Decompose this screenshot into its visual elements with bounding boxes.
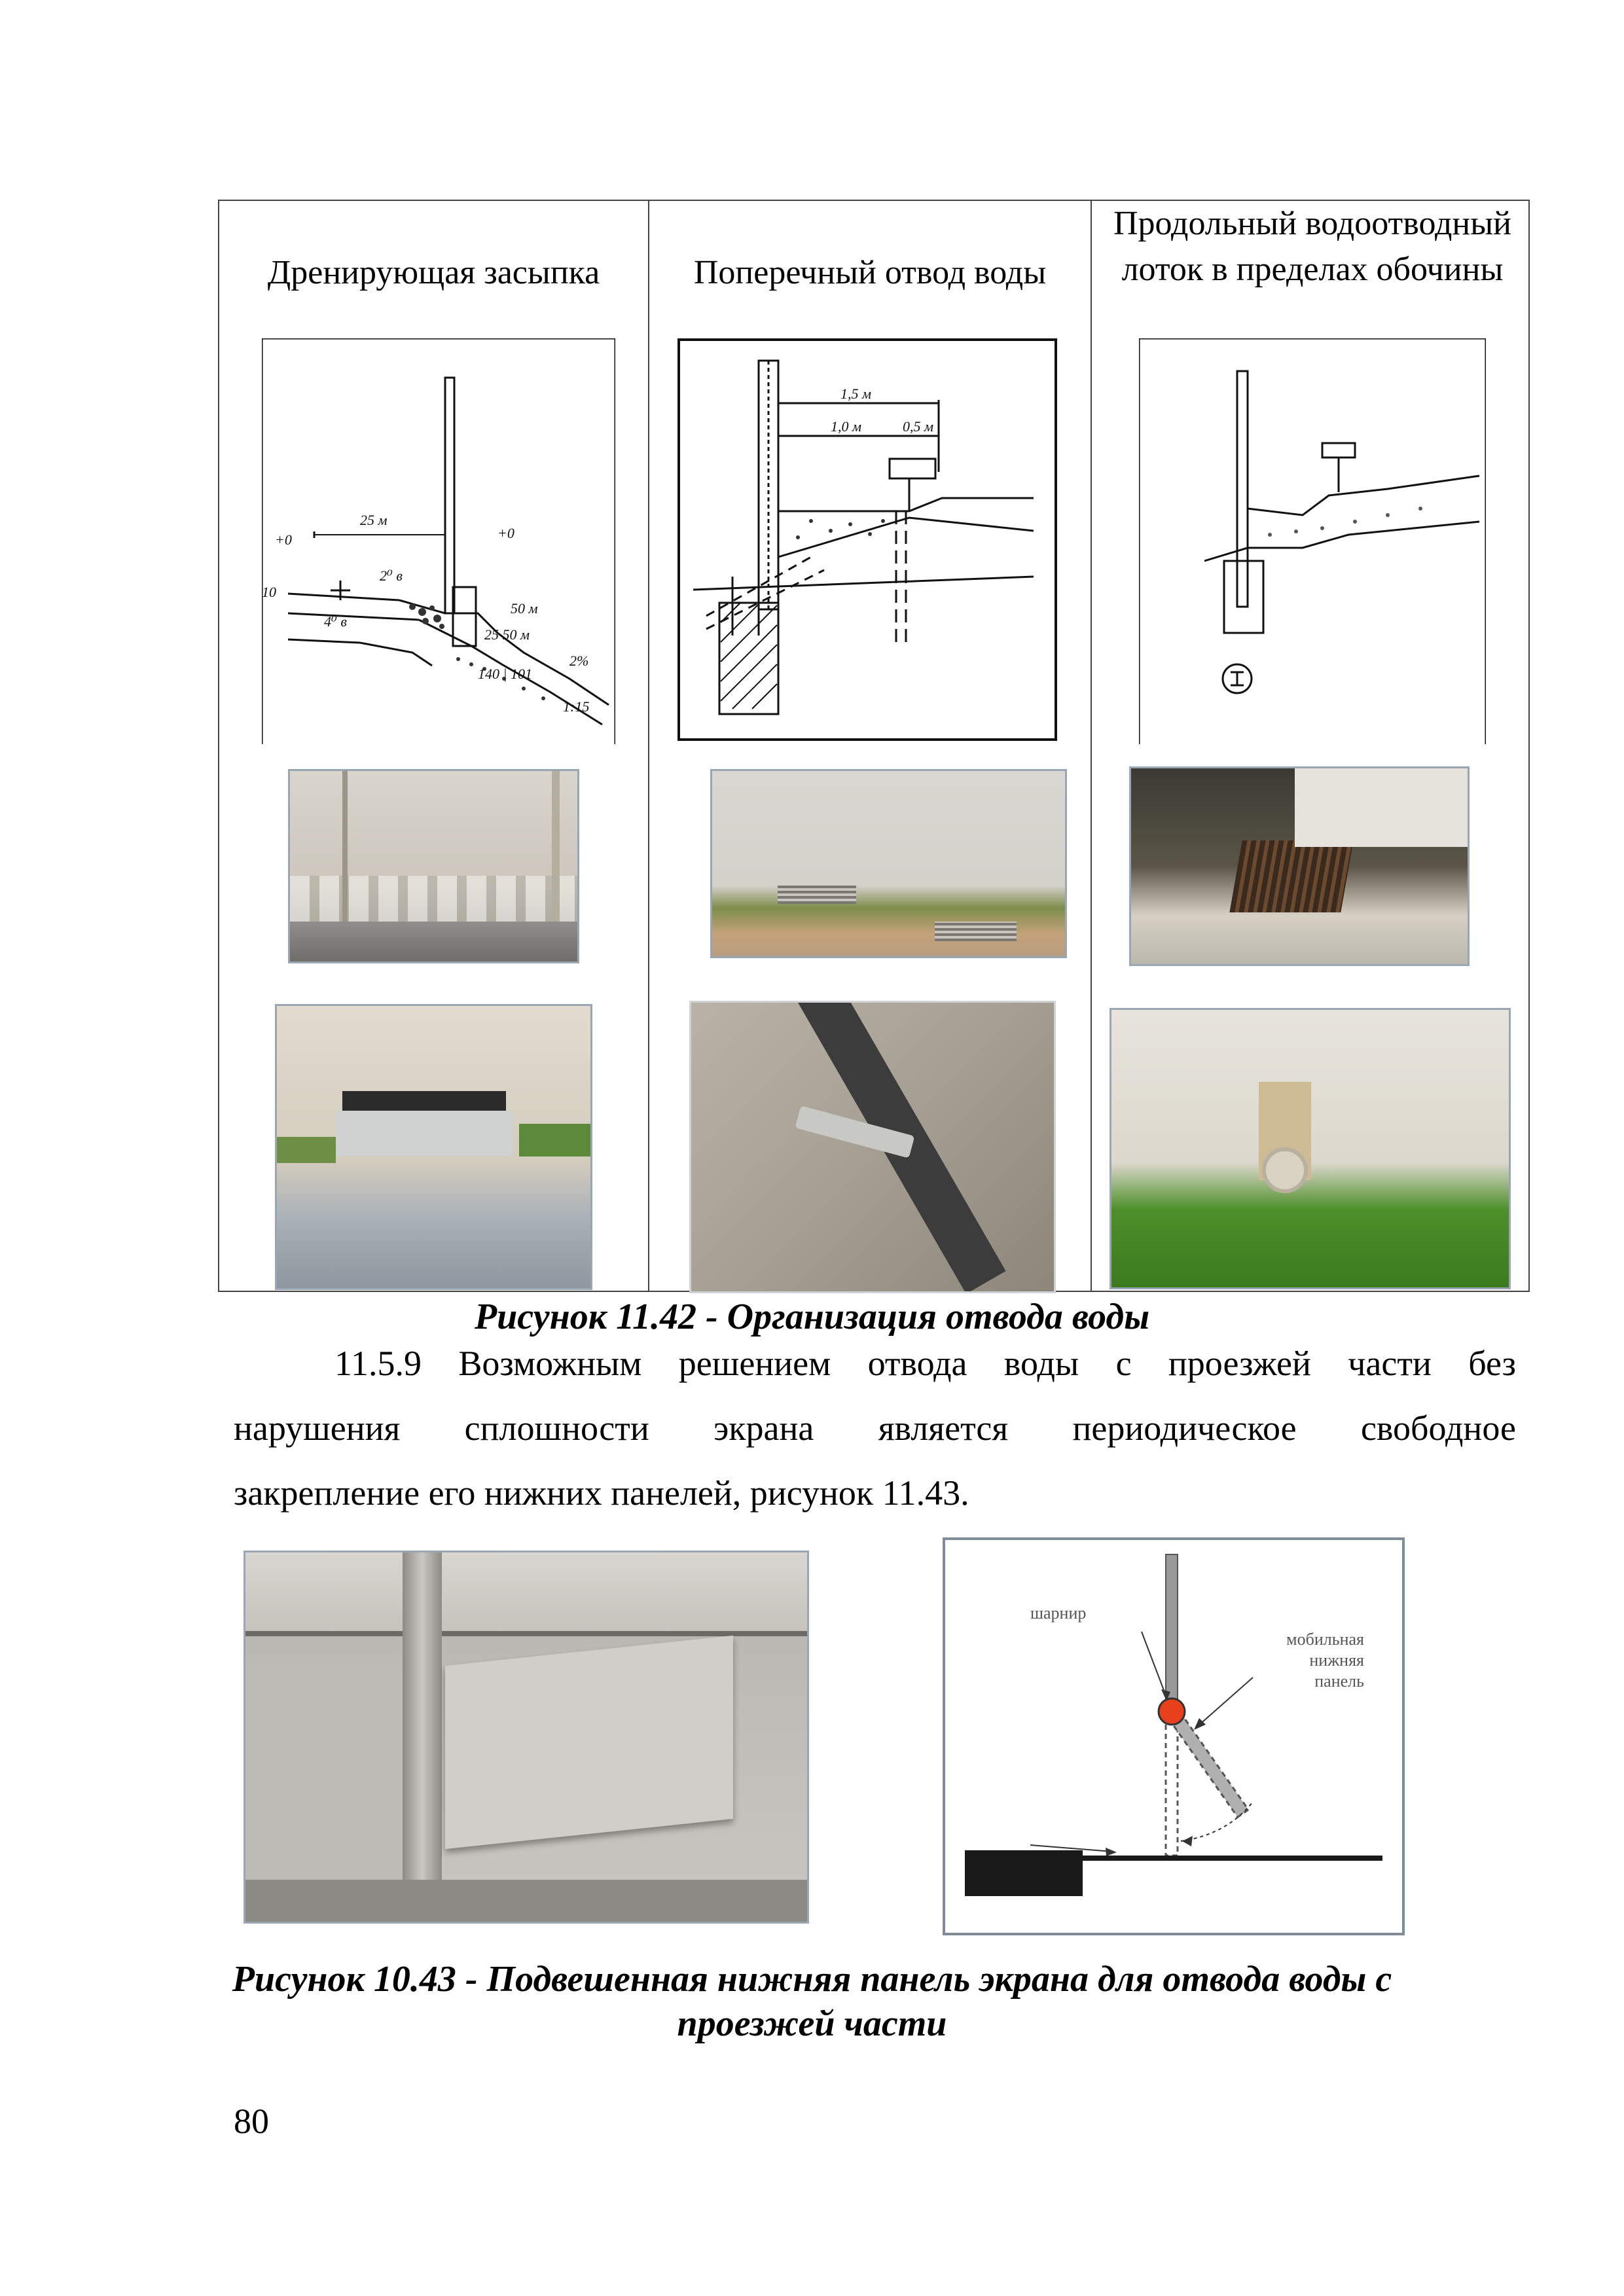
label-panel: панель bbox=[1314, 1672, 1364, 1691]
drawing-transverse-drain bbox=[677, 338, 1057, 741]
road-curb bbox=[965, 1850, 1083, 1896]
paragraph-word: нарушения bbox=[234, 1408, 401, 1448]
paragraph-word: решением bbox=[678, 1344, 831, 1383]
label-vert2: 50 м bbox=[511, 600, 538, 617]
label-vert1: 25 50 м bbox=[484, 626, 530, 643]
label-d05: 0,5 м bbox=[903, 418, 934, 435]
paragraph-word: экрана bbox=[713, 1408, 814, 1448]
figure-11-42-caption: Рисунок 11.42 - Организация отвода воды bbox=[474, 1297, 1150, 1337]
drawing-longitudinal-tray bbox=[1139, 338, 1486, 744]
panel-closed-outline bbox=[1166, 1712, 1178, 1856]
photo-longitudinal-outlet bbox=[1110, 1008, 1511, 1289]
label-mobile: мобильная bbox=[1286, 1630, 1364, 1649]
label-slope: 4⁰ в bbox=[324, 613, 347, 630]
label-lower: нижняя bbox=[1309, 1651, 1364, 1670]
paragraph-word: с bbox=[1115, 1344, 1132, 1383]
column-header-transverse: Поперечный отвод воды bbox=[693, 254, 1047, 291]
paragraph-word: отвода bbox=[867, 1344, 967, 1383]
column-divider bbox=[648, 201, 649, 1291]
label-plus0-right: +0 bbox=[497, 525, 514, 541]
label-left: 10 bbox=[262, 584, 276, 600]
hinge-icon bbox=[1159, 1698, 1185, 1725]
label-plus0-left: +0 bbox=[275, 531, 292, 548]
photo-hinged-panel bbox=[244, 1551, 809, 1924]
drawing-drainage-backfill bbox=[262, 338, 615, 744]
paragraph-word: воды bbox=[1003, 1344, 1079, 1383]
paragraph-word: периодическое bbox=[1072, 1408, 1297, 1448]
paragraph-line-3: закрепление его нижних панелей, рисунок 11.43. bbox=[234, 1473, 969, 1513]
paragraph-line-1 bbox=[334, 1346, 1516, 1381]
paragraph-word: части bbox=[1348, 1344, 1432, 1383]
mobile-panel bbox=[1166, 1708, 1248, 1817]
paragraph-line-2 bbox=[234, 1410, 1516, 1446]
label-pct: 2% bbox=[569, 653, 589, 669]
figure-11-42-table bbox=[218, 200, 1530, 1292]
column-header-drainage: Дренирующая засыпка bbox=[267, 254, 600, 291]
photo-longitudinal-grate bbox=[1129, 766, 1470, 966]
page-number: 80 bbox=[234, 2102, 269, 2141]
figure-10-43-caption-line-1: Рисунок 10.43 - Подвешенная нижняя панель экрана для отвода воды с bbox=[232, 1959, 1392, 2000]
paragraph-word: является bbox=[878, 1408, 1009, 1448]
photo-drainage-channel bbox=[275, 1004, 592, 1290]
paragraph-word: проезжей bbox=[1168, 1344, 1311, 1383]
paragraph-word: 11.5.9 bbox=[334, 1344, 422, 1383]
label-dim-top: 25 м bbox=[360, 512, 388, 528]
photo-transverse-drain-slots bbox=[710, 769, 1067, 958]
figure-10-43-caption-line-2: проезжей части bbox=[677, 2003, 947, 2044]
label-d10: 1,0 м bbox=[831, 418, 862, 435]
label-mid: 2⁰ в bbox=[380, 567, 403, 584]
column-divider bbox=[1091, 201, 1092, 1291]
column-header-longitudinal: Продольный водоотводный лоток в пределах обочины bbox=[1113, 205, 1512, 288]
paragraph-word: Возможным bbox=[458, 1344, 642, 1383]
label-hinge: шарнир bbox=[1030, 1604, 1087, 1623]
label-vert3: 140 | 101 bbox=[478, 666, 533, 682]
screen-post bbox=[1166, 1554, 1178, 1712]
label-ratio: 1:15 bbox=[563, 698, 590, 715]
photo-drainage-backfill bbox=[288, 769, 579, 963]
paragraph-word: свободное bbox=[1360, 1408, 1516, 1448]
photo-transverse-pipe bbox=[689, 1001, 1056, 1293]
paragraph-word: без bbox=[1468, 1344, 1516, 1383]
diagram-hinged-panel bbox=[943, 1537, 1405, 1935]
paragraph-word: сплошности bbox=[464, 1408, 649, 1448]
label-d15: 1,5 м bbox=[840, 386, 872, 402]
